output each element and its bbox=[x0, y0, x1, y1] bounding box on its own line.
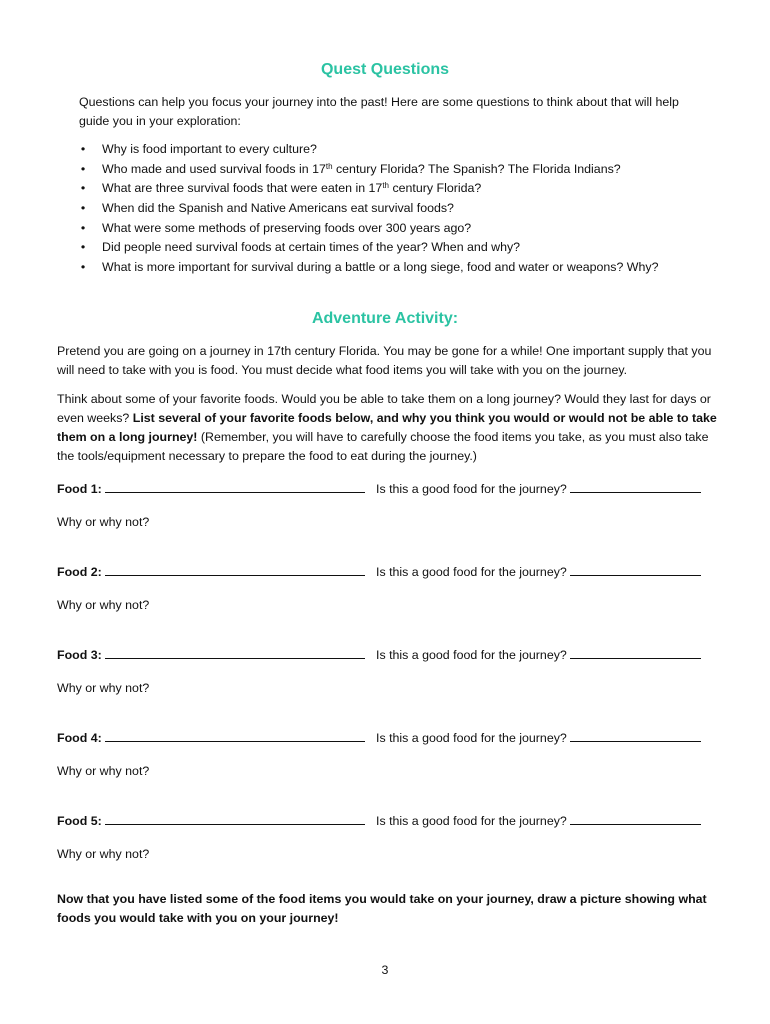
closing-instructions: Now that you have listed some of the food items you would take on your journey, draw a picture showing what foods you would take with you on your journey! bbox=[57, 892, 707, 925]
page-number: 3 bbox=[381, 963, 389, 977]
list-item bbox=[79, 160, 719, 180]
quest-intro: Questions can help you focus your journey into the past! Here are some questions to think about that will help guide you in your exploration: bbox=[79, 95, 679, 128]
journey-question bbox=[376, 812, 701, 831]
list-item bbox=[79, 140, 719, 160]
superscript: th bbox=[325, 161, 333, 171]
adventure-instructions bbox=[57, 390, 717, 466]
instructions-bold: List several of your favorite foods below, and why you think you would or would not be able to take them on a long journey! bbox=[57, 411, 717, 444]
why-label: Why or why not? bbox=[57, 847, 150, 861]
bullet-icon: • bbox=[80, 240, 86, 255]
superscript: th bbox=[382, 181, 389, 191]
journey-question bbox=[376, 480, 701, 499]
journey-question-label: Is this a good food for the journey? bbox=[376, 731, 571, 745]
food-4-journey-answer-field[interactable] bbox=[570, 729, 701, 742]
food-label: Food 3: bbox=[57, 648, 102, 662]
journey-question-label: Is this a good food for the journey? bbox=[376, 565, 571, 579]
question-text: What are three survival foods that were eaten in 17 bbox=[102, 181, 383, 196]
bullet-icon: • bbox=[80, 220, 86, 235]
food-label: Food 4: bbox=[57, 731, 102, 745]
quest-questions-heading: Quest Questions bbox=[320, 61, 450, 78]
bullet-icon: • bbox=[80, 161, 86, 176]
food-label: Food 2: bbox=[57, 565, 102, 579]
list-item bbox=[79, 219, 719, 239]
question-text: What were some methods of preserving foods over 300 years ago? bbox=[102, 220, 472, 235]
journey-question bbox=[376, 563, 701, 582]
journey-question bbox=[376, 646, 701, 665]
bullet-icon: • bbox=[80, 260, 86, 275]
question-text: century Florida? The Spanish? The Florida Indians? bbox=[332, 161, 621, 176]
question-text: Who made and used survival foods in 17 bbox=[102, 161, 326, 176]
food-5-line bbox=[57, 812, 712, 831]
food-5-why-line bbox=[57, 845, 712, 864]
question-text: Why is food important to every culture? bbox=[102, 142, 317, 156]
list-item bbox=[79, 258, 719, 278]
food-5-journey-answer-field[interactable] bbox=[570, 812, 701, 825]
food-5-answer-field[interactable] bbox=[105, 812, 365, 825]
food-1-line bbox=[57, 480, 712, 499]
food-3-line bbox=[57, 646, 712, 665]
question-text: When did the Spanish and Native Americans eat survival foods? bbox=[102, 201, 454, 216]
adventure-activity-heading: Adventure Activity: bbox=[311, 310, 459, 327]
why-label: Why or why not? bbox=[57, 681, 150, 695]
food-label: Food 5: bbox=[57, 814, 102, 828]
why-label: Why or why not? bbox=[57, 515, 150, 529]
bullet-icon: • bbox=[80, 181, 86, 196]
list-item bbox=[79, 179, 719, 199]
journey-question-label: Is this a good food for the journey? bbox=[376, 648, 571, 662]
food-4-answer-field[interactable] bbox=[105, 729, 365, 742]
journey-question-label: Is this a good food for the journey? bbox=[376, 814, 571, 828]
food-1-why-line bbox=[57, 513, 712, 532]
why-label: Why or why not? bbox=[57, 764, 150, 778]
quest-question-list bbox=[79, 140, 719, 278]
food-2-answer-field[interactable] bbox=[105, 563, 365, 576]
food-label: Food 1: bbox=[57, 482, 102, 496]
instructions-text: Think about some of your favorite foods. Would you be able to take them on a long journey? Would they last for days or even weeks? bbox=[57, 392, 711, 425]
food-2-why-line bbox=[57, 596, 712, 615]
food-3-why-line bbox=[57, 679, 712, 698]
list-item bbox=[79, 238, 719, 258]
question-text: What is more important for survival during a battle or a long siege, food and water or weapons? Why? bbox=[102, 260, 659, 275]
journey-question bbox=[376, 729, 701, 748]
bullet-icon: • bbox=[80, 142, 86, 156]
instructions-note: (Remember, you will have to carefully choose the food items you take, as you must also take the tools/equipment necessary to prepare the food to eat during the journey.) bbox=[57, 430, 709, 463]
food-1-journey-answer-field[interactable] bbox=[570, 480, 701, 493]
food-2-journey-answer-field[interactable] bbox=[570, 563, 701, 576]
question-text: century Florida? bbox=[389, 181, 482, 196]
food-3-answer-field[interactable] bbox=[105, 646, 365, 659]
journey-question-label: Is this a good food for the journey? bbox=[376, 482, 571, 496]
adventure-intro: Pretend you are going on a journey in 17th century Florida. You may be gone for a while! One important supply that you will need to take with you is food. You must decide what food items you will take with you on the journey. bbox=[57, 344, 712, 377]
why-label: Why or why not? bbox=[57, 598, 150, 612]
food-2-line bbox=[57, 563, 712, 582]
list-item bbox=[79, 199, 719, 219]
bullet-icon: • bbox=[80, 201, 86, 216]
food-4-line bbox=[57, 729, 712, 748]
question-text: Did people need survival foods at certain times of the year? When and why? bbox=[102, 240, 521, 255]
food-4-why-line bbox=[57, 762, 712, 781]
food-3-journey-answer-field[interactable] bbox=[570, 646, 701, 659]
food-1-answer-field[interactable] bbox=[105, 480, 365, 493]
